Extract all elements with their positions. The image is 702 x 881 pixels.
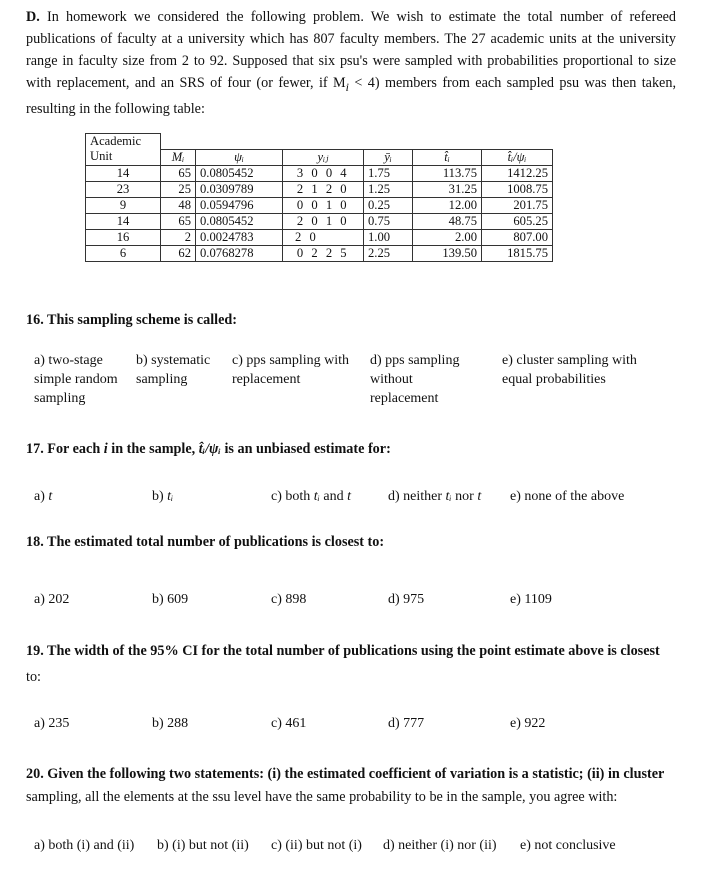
cell-ybar: 0.75	[364, 213, 413, 229]
q18-option-a[interactable]: a) 202	[34, 592, 70, 607]
q16-title: 16. This sampling scheme is called:	[26, 312, 237, 328]
q19-option-d[interactable]: d) 777	[388, 716, 425, 731]
q16-e-line2: equal probabilities	[502, 372, 606, 387]
q16-option-d[interactable]	[370, 351, 459, 408]
cell-ratio: 807.00	[482, 229, 553, 245]
q19-title-line2: to:	[26, 669, 41, 685]
cell-ybar: 1.00	[364, 229, 413, 245]
cell-ratio: 1008.75	[482, 181, 553, 197]
q17-option-d[interactable]: d) neither tᵢ nor t	[388, 489, 482, 504]
cell-psi: 0.0024783	[196, 229, 283, 245]
cell-M: 25	[161, 181, 196, 197]
q17-option-a[interactable]: a) t	[34, 489, 53, 504]
q16-a-line3: sampling	[34, 391, 86, 406]
q20-option-e[interactable]: e) not conclusive	[520, 838, 616, 853]
cell-that: 12.00	[413, 197, 482, 213]
q18-option-e[interactable]: e) 1109	[510, 592, 552, 607]
cell-that: 31.25	[413, 181, 482, 197]
q20-option-a[interactable]: a) both (i) and (ii)	[34, 838, 135, 853]
q17-title: 17. For each i in the sample, t̂ᵢ/ψᵢ is an unbiased estimate for:	[26, 441, 391, 457]
cell-y: 2 0 1 0	[283, 213, 364, 229]
q16-b-line1: b) systematic	[136, 353, 211, 368]
cell-unit: 6	[86, 245, 161, 261]
q19-option-e[interactable]: e) 922	[510, 716, 546, 731]
cell-M: 65	[161, 165, 196, 181]
problem-intro	[26, 6, 676, 120]
q16-option-a[interactable]	[34, 351, 118, 408]
cell-ybar: 1.25	[364, 181, 413, 197]
header-ratio: t̂ᵢ/ψᵢ	[482, 149, 553, 165]
header-ybar: ȳᵢ	[364, 149, 413, 165]
q17-option-b[interactable]: b) tᵢ	[152, 489, 174, 504]
cell-unit: 9	[86, 197, 161, 213]
q18-option-d[interactable]: d) 975	[388, 592, 425, 607]
cell-psi: 0.0805452	[196, 213, 283, 229]
header-unit-line2: Unit	[86, 149, 161, 165]
cell-M: 2	[161, 229, 196, 245]
q20-title-line1: 20. Given the following two statements: (i) the estimated coefficient of variation is a statistic; (ii) in cluster	[26, 766, 665, 782]
cell-that: 48.75	[413, 213, 482, 229]
q16-d-line3: replacement	[370, 391, 439, 406]
cell-ybar: 2.25	[364, 245, 413, 261]
q16-c-line2: replacement	[232, 372, 301, 387]
table-row	[86, 213, 553, 229]
q16-a-line1: a) two-stage	[34, 353, 103, 368]
problem-text-end: < 4) members from each sampled psu was then taken, resulting in the following table:	[26, 75, 676, 117]
cell-ybar: 1.75	[364, 165, 413, 181]
cell-psi: 0.0805452	[196, 165, 283, 181]
cell-unit: 14	[86, 165, 161, 181]
q16-d-line1: d) pps sampling	[370, 353, 460, 368]
q20-title-line2: sampling, all the elements at the ssu level have the same probability to be in the sample, you agree with:	[26, 789, 618, 805]
cell-y: 0 0 1 0	[283, 197, 364, 213]
cell-M: 65	[161, 213, 196, 229]
cell-psi: 0.0594796	[196, 197, 283, 213]
q19-option-b[interactable]: b) 288	[152, 716, 189, 731]
q16-a-line2: simple random	[34, 372, 118, 387]
q17-option-e[interactable]: e) none of the above	[510, 489, 625, 504]
header-psi: ψᵢ	[196, 149, 283, 165]
q19-title-line1: 19. The width of the 95% CI for the total number of publications using the point estimate above is closest	[26, 643, 660, 659]
cell-that: 2.00	[413, 229, 482, 245]
cell-psi: 0.0309789	[196, 181, 283, 197]
problem-text-sub: i	[345, 79, 349, 94]
table-row	[86, 197, 553, 213]
cell-psi: 0.0768278	[196, 245, 283, 261]
problem-text: In homework we considered the following problem. We wish to estimate the total number of refereed publications of faculty at a university which has 807 faculty members. The 27 academic units at the university range in faculty size from 2 to 92. Supposed that six psu's were sampled with probabilities proportional to size with replacement, and an SRS of four (or fewer, if M	[26, 9, 677, 91]
q16-d-line2: without	[370, 372, 413, 387]
q20-option-b[interactable]: b) (i) but not (ii)	[157, 838, 249, 853]
q20-option-d[interactable]: d) neither (i) nor (ii)	[383, 838, 497, 853]
table-row	[86, 229, 553, 245]
cell-ratio: 201.75	[482, 197, 553, 213]
cell-that: 113.75	[413, 165, 482, 181]
table-row	[86, 165, 553, 181]
header-that: t̂ᵢ	[413, 149, 482, 165]
q18-option-b[interactable]: b) 609	[152, 592, 189, 607]
q20-option-c[interactable]: c) (ii) but not (i)	[271, 838, 362, 853]
q16-b-line2: sampling	[136, 372, 188, 387]
problem-label: D.	[26, 9, 40, 25]
cell-ybar: 0.25	[364, 197, 413, 213]
header-M: Mᵢ	[161, 149, 196, 165]
q18-option-c[interactable]: c) 898	[271, 592, 307, 607]
q16-e-line1: e) cluster sampling with	[502, 353, 637, 368]
q19-option-c[interactable]: c) 461	[271, 716, 307, 731]
cell-unit: 14	[86, 213, 161, 229]
cell-y: 0 2 2 5	[283, 245, 364, 261]
cell-that: 139.50	[413, 245, 482, 261]
table-row	[86, 245, 553, 261]
cell-y: 2 1 2 0	[283, 181, 364, 197]
header-y: yᵢⱼ	[283, 149, 364, 165]
q18-title: 18. The estimated total number of publications is closest to:	[26, 534, 385, 550]
q19-option-a[interactable]: a) 235	[34, 716, 70, 731]
q16-option-b[interactable]	[136, 351, 210, 389]
cell-y: 3 0 0 4	[283, 165, 364, 181]
q16-option-e[interactable]	[502, 351, 637, 389]
sample-table	[85, 133, 553, 262]
table-row	[86, 181, 553, 197]
q16-c-line1: c) pps sampling with	[232, 353, 350, 368]
cell-unit: 23	[86, 181, 161, 197]
cell-M: 48	[161, 197, 196, 213]
cell-y: 2 0	[283, 229, 364, 245]
cell-ratio: 1815.75	[482, 245, 553, 261]
header-unit-line1: Academic	[86, 134, 161, 150]
cell-ratio: 1412.25	[482, 165, 553, 181]
cell-M: 62	[161, 245, 196, 261]
q16-option-c[interactable]	[232, 351, 349, 389]
q17-option-c[interactable]: c) both tᵢ and t	[271, 489, 351, 504]
cell-ratio: 605.25	[482, 213, 553, 229]
cell-unit: 16	[86, 229, 161, 245]
